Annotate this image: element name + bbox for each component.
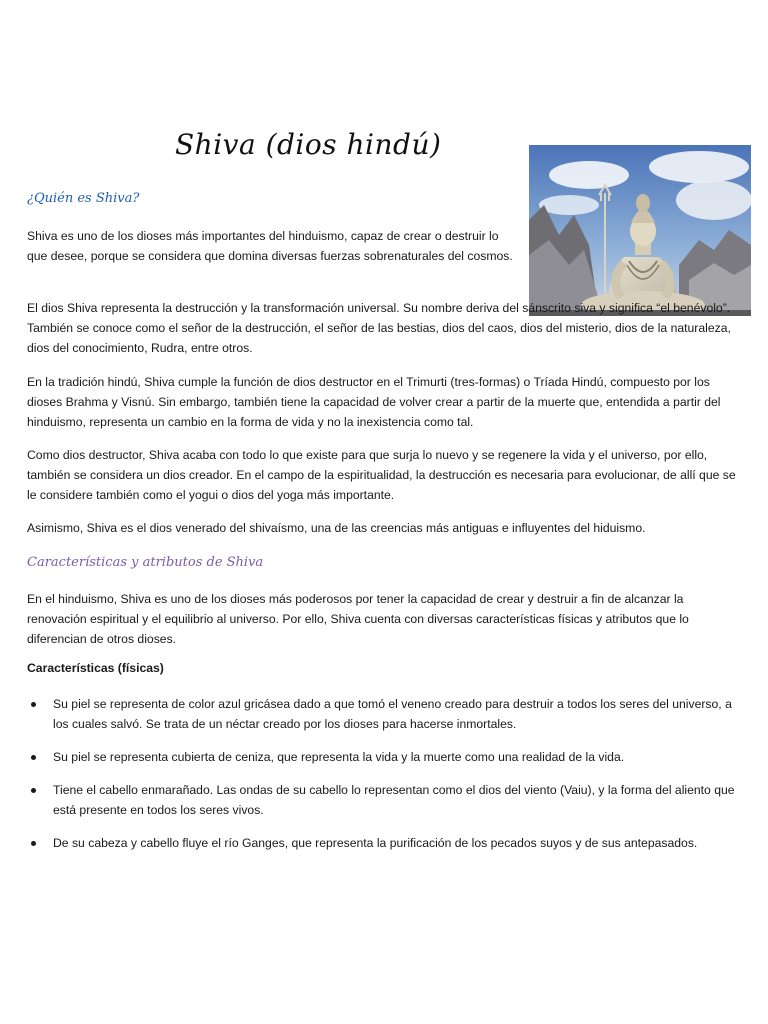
section-heading-who-is-shiva: ¿Quién es Shiva? [27,191,140,206]
list-item [27,833,742,853]
paragraph-destruction: El dios Shiva representa la destrucción y la transformación universal. Su nombre deriva del sánscrito siva y significa “el benévolo”. También se conoce como el señor de la destrucción, el señor de las bestias, dios del caos, dios del misterio, dios de la naturaleza, dios del conocimiento, Rudra, entre otros. [27,301,731,355]
bullet-icon [31,702,36,707]
paragraph-characteristics-intro: En el hinduismo, Shiva es uno de los dioses más poderosos por tener la capacidad de crear y destruir a fin de alcanzar la renovación espiritual y el equilibrio al universo. Por ello, Shiva cuenta con diversas características físicas y atributos que lo diferencian de otros dioses. [27,592,689,646]
bullet-icon [31,841,36,846]
paragraph-intro: Shiva es uno de los dioses más importantes del hinduismo, capaz de crear o destruir lo que desee, porque se considera que domina diversas fuerzas sobrenaturales del cosmos. [27,229,513,263]
paragraph-trimurti: En la tradición hindú, Shiva cumple la función de dios destructor en el Trimurti (tres-formas) o Tríada Hindú, compuesto por los dioses Brahma y Visnú. Sin embargo, también tiene la capacidad de volver crear a partir de la muerte que, entendida a partir del hinduismo, representa un cambio en la forma de vida y no la inexistencia como tal. [27,375,721,429]
list-item [27,694,742,734]
list-item [27,780,742,820]
page-title: Shiva (dios hindú) [175,128,442,161]
list-item-text: De su cabeza y cabello fluye el río Ganges, que representa la purificación de los pecados suyos y de sus antepasados. [53,836,698,850]
shiva-statue-image [529,145,751,316]
list-item-text: Su piel se representa de color azul gricásea dado a que tomó el veneno creado para destruir a todos los seres del universo, a los cuales salvó. Se trata de un néctar creado por los dioses para hacerse inmortales. [53,697,732,731]
list-item-text: Tiene el cabello enmarañado. Las ondas de su cabello lo representan como el dios del viento (Vaiu), y la forma del aliento que está presente en todos los seres vivos. [53,783,735,817]
characteristics-list [27,694,742,866]
paragraph-shivaism: Asimismo, Shiva es el dios venerado del shivaísmo, una de las creencias más antiguas e influyentes del hiduismo. [27,521,646,535]
paragraph-destroyer: Como dios destructor, Shiva acaba con todo lo que existe para que surja lo nuevo y se regenere la vida y el universo, por ello, también se considera un dios creador. En el campo de la espiritualidad, la destrucción es necesaria para evolucionar, de allí que se le considere también como el yogui o dios del yoga más importante. [27,448,736,502]
bullet-icon [31,788,36,793]
subheading-physical-characteristics: Características (físicas) [27,661,164,675]
section-heading-characteristics: Características y atributos de Shiva [27,555,264,570]
list-item-text: Su piel se representa cubierta de ceniza, que representa la vida y la muerte como una realidad de la vida. [53,750,625,764]
bullet-icon [31,755,36,760]
shiva-statue-illustration [529,145,751,316]
list-item [27,747,742,767]
